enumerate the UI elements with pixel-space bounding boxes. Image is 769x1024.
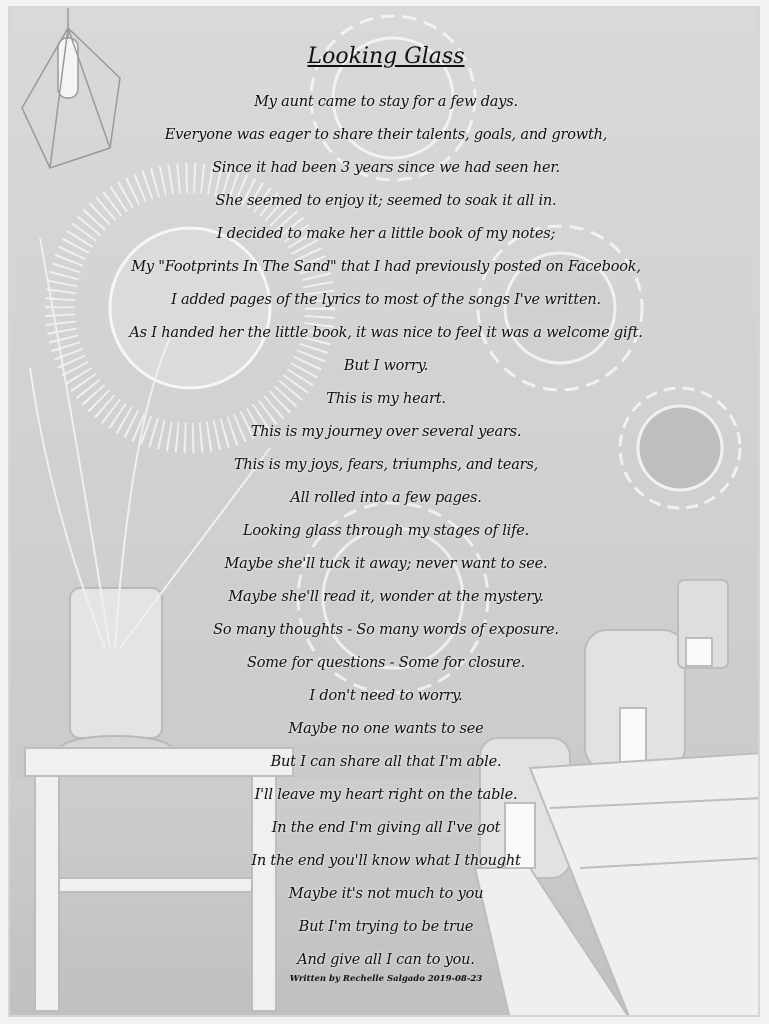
poem-line: As I handed her the little book, it was nice to feel it was a welcome gift. [129, 325, 643, 341]
poem-line: This is my journey over several years. [250, 424, 522, 440]
poem [10, 8, 760, 1017]
poem-line: I don't need to worry. [309, 688, 463, 704]
poem-line: But I can share all that I'm able. [270, 754, 502, 770]
author-credit: Written by Rechelle Salgado 2019-08-23 [289, 974, 483, 984]
poem-line: I decided to make her a little book of my notes; [216, 226, 556, 242]
poem-line: All rolled into a few pages. [290, 490, 482, 506]
poem-page [8, 6, 760, 1017]
poem-line: In the end you'll know what I thought [251, 853, 521, 869]
poem-line: Maybe no one wants to see [288, 721, 484, 737]
poem-line: So many thoughts - So many words of exposure. [213, 622, 559, 638]
poem-line: She seemed to enjoy it; seemed to soak it all in. [215, 193, 557, 209]
poem-line: And give all I can to you. [297, 952, 475, 968]
poem-title: Looking Glass [307, 44, 465, 69]
poem-line: Maybe she'll tuck it away; never want to see. [224, 556, 548, 572]
poem-line: Some for questions - Some for closure. [246, 655, 525, 671]
poem-line: Looking glass through my stages of life. [242, 523, 530, 539]
poem-line: But I'm trying to be true [298, 919, 474, 935]
poem-line: But I worry. [343, 358, 429, 374]
poem-line: Everyone was eager to share their talents, goals, and growth, [164, 127, 608, 143]
poem-line: I added pages of the lyrics to most of the songs I've written. [171, 292, 601, 308]
poem-line: Since it had been 3 years since we had seen her. [212, 160, 560, 176]
poem-line: My aunt came to stay for a few days. [254, 94, 518, 110]
poem-line: This is my joys, fears, triumphs, and tears, [233, 457, 539, 473]
poem-line: My "Footprints In The Sand" that I had previously posted on Facebook, [131, 259, 641, 275]
poem-line: Maybe she'll read it, wonder at the mystery. [228, 589, 544, 605]
poem-line: I'll leave my heart right on the table. [254, 787, 518, 803]
poem-line: Maybe it's not much to you [288, 886, 484, 902]
poem-line: This is my heart. [326, 391, 446, 407]
poem-line: In the end I'm giving all I've got [271, 820, 501, 836]
